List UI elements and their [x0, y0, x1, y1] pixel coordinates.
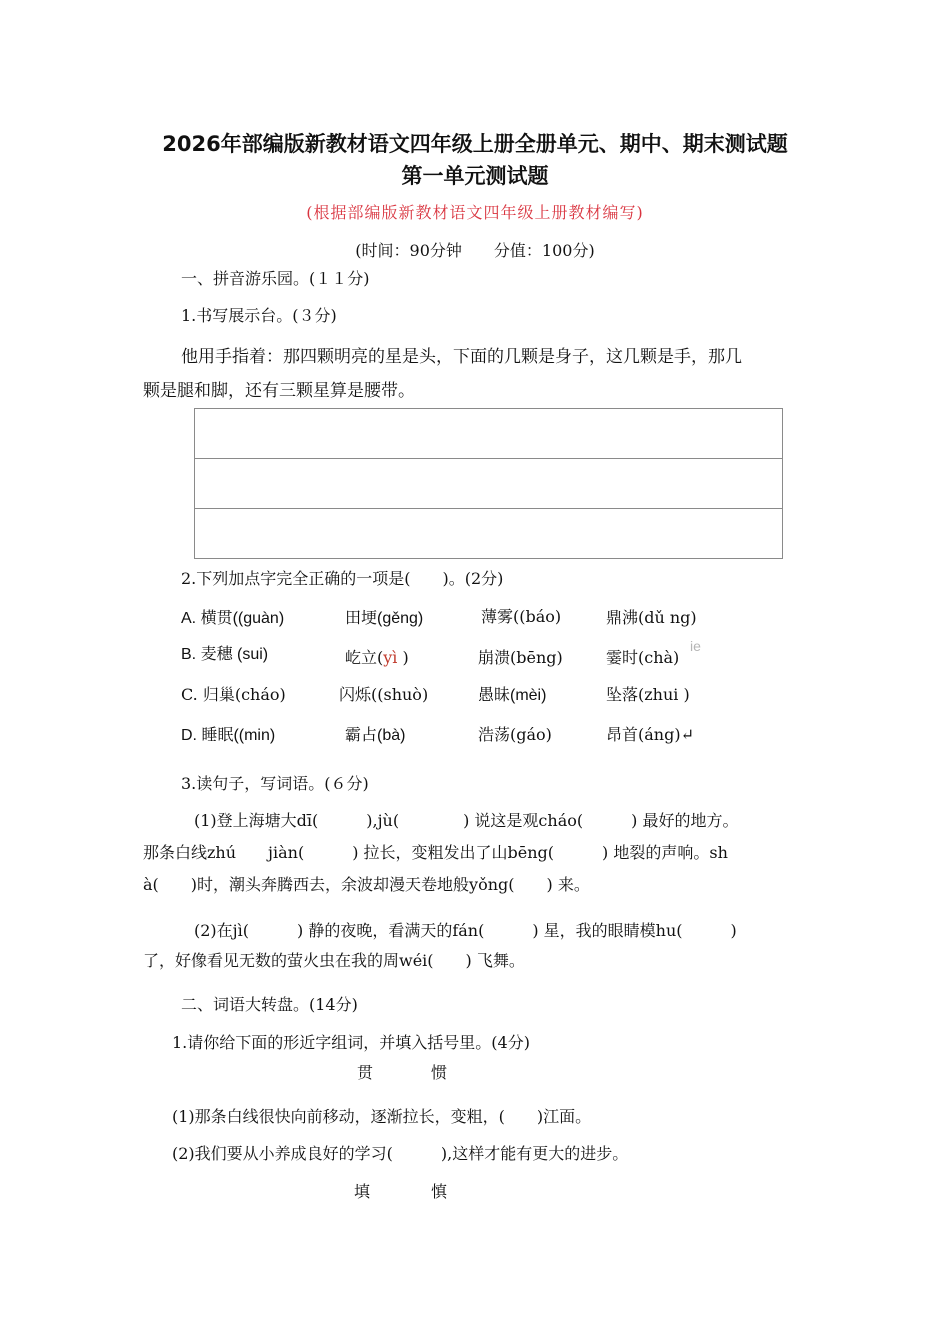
- option-c-3: 愚昧(mèi): [478, 687, 547, 704]
- option-b-4: 霎时(chà): [606, 648, 680, 667]
- q3-p2-line1: (2)在jì( ) 静的夜晚，看满天的fán( ) 星，我的眼睛模hu( ): [194, 921, 737, 940]
- unit-title: 第一单元测试题: [401, 164, 549, 188]
- section1-heading: 一、拼音游乐园。(１１分): [181, 269, 370, 288]
- section2-q1-heading: 1.请你给下面的形近字组词，并填入括号里。(4分): [172, 1033, 530, 1052]
- char-pair2-b: 慎: [431, 1182, 448, 1201]
- stray-ie-mark: ie: [690, 638, 701, 654]
- q3-p1-line2: 那条白线zhú jiàn( ) 拉长，变粗发出了山bēng( ) 地裂的声响。sh: [143, 843, 728, 862]
- option-a-2: 田埂(gěng): [345, 610, 424, 627]
- q2-heading: 2.下列加点字完全正确的一项是( )。(2分): [181, 569, 504, 588]
- q1-heading: 1.书写展示台。(３分): [181, 306, 337, 325]
- q3-p2-line2: 了，好像看见无数的萤火虫在我的周wéi( ) 飞舞。: [143, 951, 525, 970]
- option-d-4: 昂首(áng)↵: [606, 725, 694, 744]
- sentence-1: (1)那条白线很快向前移动，逐渐拉长，变粗，( )江面。: [172, 1107, 592, 1126]
- option-d-2: 霸占(bà): [345, 727, 406, 744]
- q1-text-line1: 他用手指着：那四颗明亮的星是头，下面的几颗是身子，这几颗是手，那几: [181, 347, 742, 367]
- writing-line[interactable]: [195, 459, 782, 509]
- q3-p1-line1: (1)登上海塘大dī( ),jù( ) 说这是观cháo( ) 最好的地方。: [194, 811, 739, 830]
- option-a-4: 鼎沸(dǔ ng): [606, 608, 697, 627]
- option-c-1: C. 归巢(cháo): [181, 685, 286, 704]
- option-b-2-pinyin: yì: [383, 648, 398, 667]
- writing-line[interactable]: [195, 409, 782, 459]
- time-score-info: (时间：90分钟 分值：100分): [355, 241, 595, 260]
- option-a-3: 薄雾((báo): [481, 607, 562, 626]
- option-b-1: B. 麦穗 (sui): [181, 646, 269, 663]
- option-b-2-word: 屹立(: [345, 648, 384, 667]
- option-d-1: D. 睡眠((min): [181, 727, 276, 744]
- option-b-2-close: ): [397, 648, 409, 667]
- option-c-4: 坠落(zhui ): [606, 685, 690, 704]
- char-pair1-b: 惯: [431, 1063, 448, 1082]
- option-d-3: 浩荡(gáo): [478, 725, 552, 744]
- document-title: 2026年部编版新教材语文四年级上册全册单元、期中、期末测试题: [162, 132, 788, 156]
- q1-text-line2: 颗是腿和脚，还有三颗星算是腰带。: [143, 381, 415, 401]
- option-c-2: 闪烁((shuò): [339, 685, 429, 704]
- q3-heading: 3.读句子，写词语。(６分): [181, 774, 369, 793]
- sentence-2: (2)我们要从小养成良好的学习( ),这样才能有更大的进步。: [172, 1144, 629, 1163]
- char-pair1-a: 贯: [357, 1063, 374, 1082]
- writing-line[interactable]: [195, 509, 782, 559]
- writing-box[interactable]: [194, 408, 783, 559]
- document-subtitle: (根据部编版新教材语文四年级上册教材编写): [306, 203, 644, 222]
- section2-heading: 二、词语大转盘。(14分): [181, 995, 358, 1014]
- char-pair2-a: 填: [354, 1182, 371, 1201]
- option-b-2: [345, 645, 409, 668]
- option-b-3: 崩溃(bēng): [478, 648, 563, 667]
- q3-p1-line3: à( )时，潮头奔腾西去，余波却漫天卷地般yǒng( ) 来。: [143, 875, 590, 894]
- option-a-1: A. 横贯((guàn): [181, 610, 285, 627]
